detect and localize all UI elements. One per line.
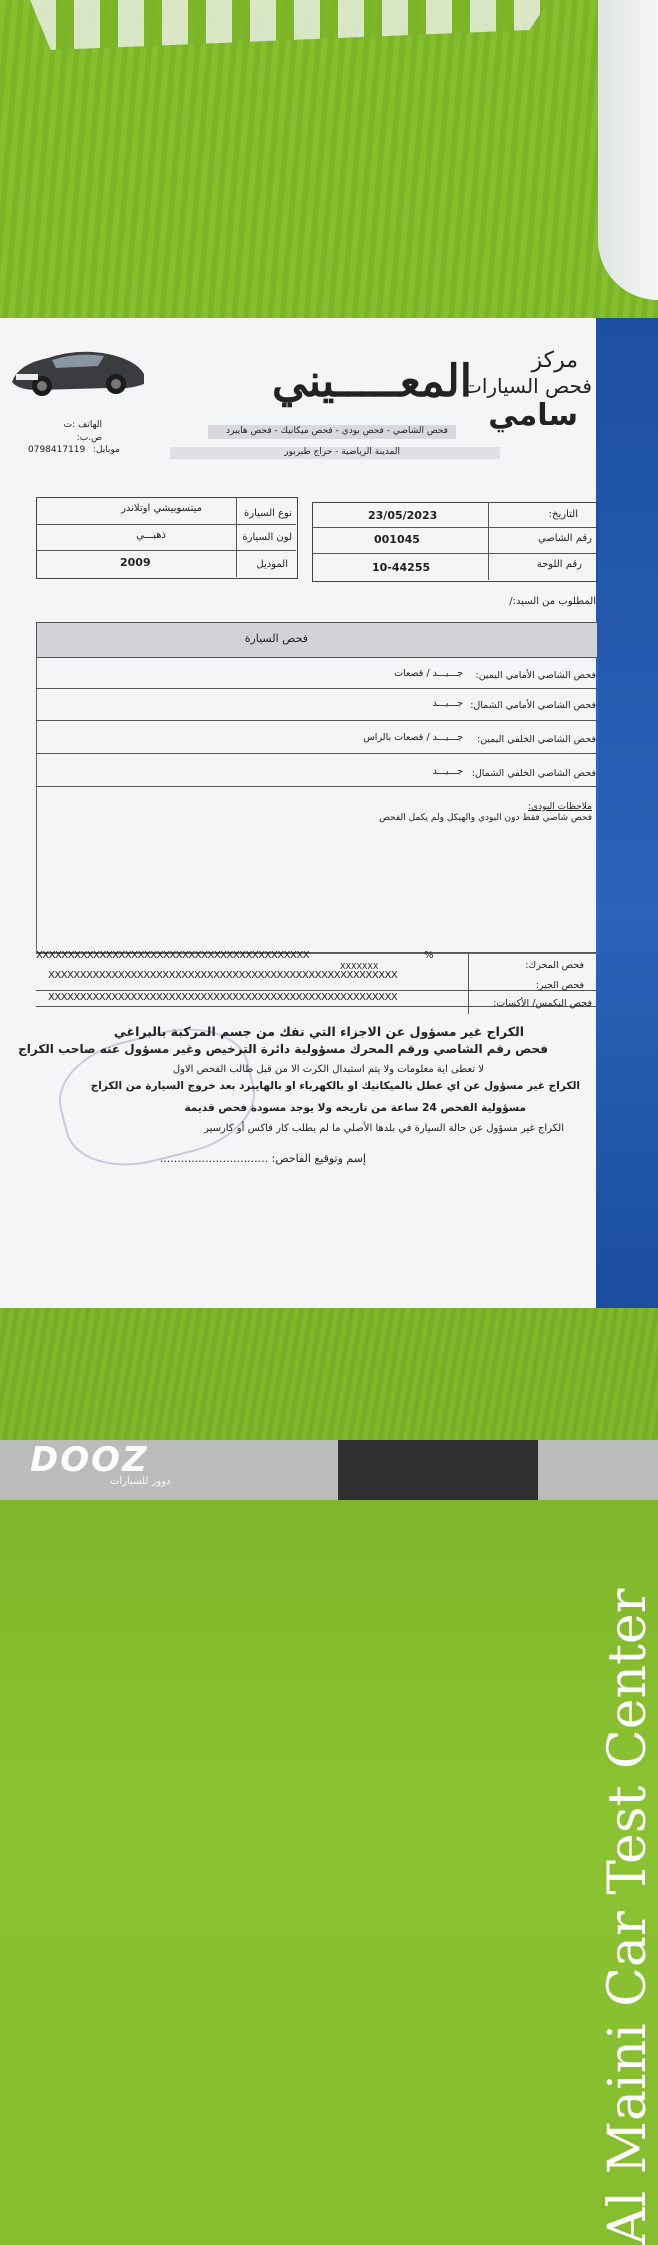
rear-right-label: فحص الشاصي الخلفي اليمين: <box>477 734 596 745</box>
term-4: الكراج غير مسؤول عن اي عطل بالميكانيك او بالكهرباء او بالهايبرد بعد خروج السيارة من الكراج <box>90 1080 580 1092</box>
brand-title: المعـــــيني <box>272 356 472 407</box>
color-label: لون السيارة <box>242 532 292 543</box>
requested-by-label: المطلوب من السيد:/ <box>509 596 596 607</box>
rear-left-value: جـــيـــد <box>432 766 463 777</box>
engine-percent: % <box>424 950 434 961</box>
mobile-value: 0798417119 <box>28 445 86 455</box>
inspection-title: فحص السيارة <box>244 632 308 645</box>
mobile-label: موبايل: <box>92 445 120 455</box>
chair-surface-top <box>0 0 658 320</box>
type-value: ميتسوبيشي اوتلاندر <box>121 503 202 514</box>
type-label: نوع السيارة <box>244 508 292 519</box>
gear-value: XXXXXXXXXXXXXXXXXXXXXXXXXXXXXXXXXXXXXXXXXXXXXXXXXXXXXXX <box>48 970 398 981</box>
term-5: مسؤولية الفحص 24 ساعة من تاريخه ولا يوجد مسودة فحص قديمة <box>184 1102 526 1114</box>
center-line3: سامي <box>488 398 578 433</box>
rear-left-label: فحص الشاصي الخلفي الشمال: <box>471 768 596 779</box>
car-logo-icon <box>8 342 148 400</box>
engine-value: XXXXXXXXXXXXXXXXXXXXXXXXXXXXXXXXXXXXXXXXXXX <box>36 950 310 961</box>
dooz-logo: DOOZ <box>30 1440 149 1480</box>
model-label: الموديل <box>256 559 288 570</box>
background-wall <box>598 0 658 300</box>
inspection-header <box>36 622 598 658</box>
engine-sub: XXXXXXX <box>340 962 379 971</box>
plate-value: 10-44255 <box>372 561 431 574</box>
axle-value: XXXXXXXXXXXXXXXXXXXXXXXXXXXXXXXXXXXXXXXXXXXXXXXXXXXXXXX <box>48 992 398 1003</box>
term-1: الكراج غير مسؤول عن الاجزاء التي تفك من جسم المركبة بالبراغي <box>113 1024 524 1039</box>
address-text: المدينة الرياضية - حراج طبربور <box>284 447 400 457</box>
date-value: 23/05/2023 <box>368 509 438 522</box>
engine-label: فحص المحرك: <box>525 960 584 971</box>
pobox-label: ص.ب: <box>76 433 102 443</box>
ribbon-text: Al Maini Car Test Center <box>598 1588 658 2245</box>
shoe <box>338 1440 538 1500</box>
chassis-label: رقم الشاصي <box>537 533 592 544</box>
dooz-subtitle: دووز للسيارات <box>110 1476 171 1487</box>
body-notes-label: ملاحظات البودي: <box>528 802 592 812</box>
chair-surface-bottom <box>0 1306 658 1440</box>
rear-right-value: جـــيـــد / قصعات بالراس <box>363 732 463 743</box>
phone-label: الهاتف :ت <box>63 420 102 430</box>
axle-label: فحص البكمس/ الأكسات: <box>493 998 592 1009</box>
color-value: ذهبـــي <box>136 530 166 541</box>
front-right-value: جـــيـــد / قصعات <box>394 668 463 679</box>
term-2: فحص رقم الشاصي ورقم المحرك مسؤولية دائرة الترخيص وغير مسؤول عنه صاحب الكراج <box>18 1042 548 1056</box>
plate-label: رقم اللوحة <box>536 559 582 570</box>
gear-label: فحص الجير: <box>535 980 584 991</box>
front-left-value: جـــيـــد <box>432 698 463 709</box>
front-left-label: فحص الشاصي الأمامي الشمال: <box>470 700 596 711</box>
body-notes-value: فحص شاصي فقط دون البودي والهيكل ولم يكمل الفحص <box>379 813 592 823</box>
center-line1: مركز <box>531 348 578 373</box>
term-6: الكراج غير مسؤول عن حالة السيارة في بلدها الأصلي ما لم يطلب كار فاكس أو كارسير <box>204 1123 564 1134</box>
term-3: لا تعطى اية معلومات ولا يتم استبدال الكرت الا من قبل طالب الفحص الاول <box>172 1064 484 1075</box>
front-right-label: فحص الشاصي الأمامي اليمين: <box>475 670 596 681</box>
center-line2: فحص السيارات <box>463 374 592 398</box>
services-text: فحص الشاصي - فحص بودي - فحص ميكانيك - فحص هايبرد <box>225 426 448 436</box>
model-value: 2009 <box>120 556 151 569</box>
date-label: التاريخ: <box>548 509 578 520</box>
ribbon-band <box>596 318 658 1308</box>
examiner-signature-label: إسم وتوقيع الفاحص: ............................... <box>159 1152 366 1165</box>
chassis-value: 001045 <box>374 533 420 546</box>
dooz-watermark <box>30 1440 190 1490</box>
